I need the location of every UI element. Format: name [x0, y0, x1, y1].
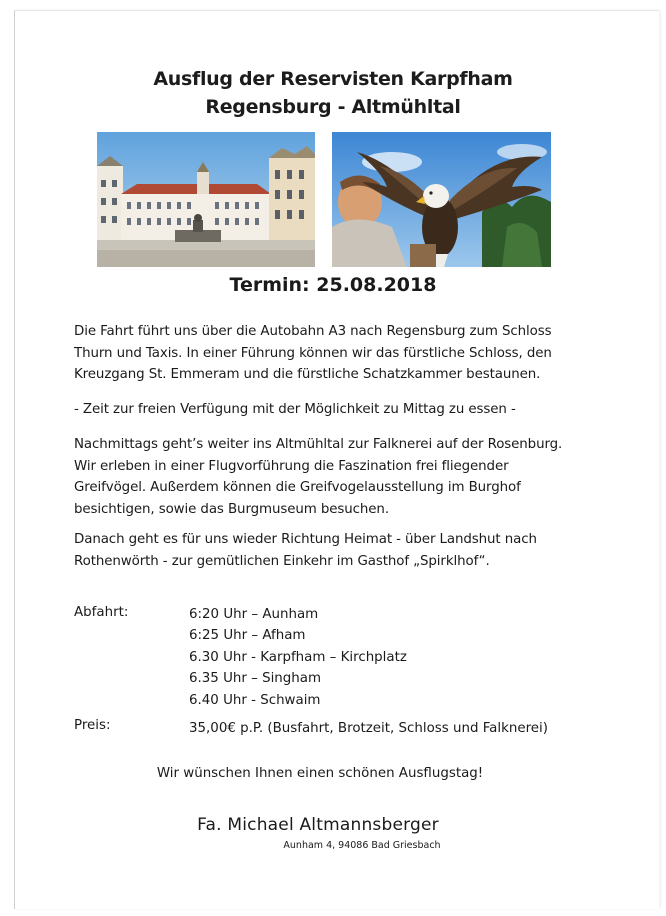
departure-item: 6.35 Uhr – Singham	[189, 671, 322, 687]
eagle-photo	[332, 132, 551, 267]
departure-item: 6.30 Uhr - Karpfham – Kirchplatz	[189, 649, 407, 665]
paragraph-line: Danach geht es für uns wieder Richtung Heimat - über Landshut nach	[74, 532, 537, 547]
paragraph-line: Nachmittags geht’s weiter ins Altmühltal zur Falknerei auf der Rosenburg.	[74, 437, 563, 452]
event-date: Termin: 25.08.2018	[229, 274, 437, 296]
price-value	[189, 718, 548, 739]
departure-item: 6:20 Uhr – Aunham	[189, 607, 319, 622]
paragraph-line: Thurn und Taxis. In einer Führung können wir das fürstliche Schloss, den	[74, 345, 552, 361]
price-label: Preis:	[74, 718, 111, 733]
castle-photo	[97, 132, 315, 267]
company-name: Fa. Michael Altmannsberger	[197, 815, 439, 835]
departure-list	[189, 604, 407, 711]
paragraph-route	[74, 321, 594, 386]
paragraph-line: Kreuzgang St. Emmeram und die fürstliche Schatzkammer bestaunen.	[74, 367, 541, 382]
paragraph-return	[74, 529, 594, 572]
paragraph-afternoon	[74, 434, 594, 520]
paragraph-free-time	[74, 399, 594, 421]
closing-wish: Wir wünschen Ihnen einen schönen Ausflugstag!	[156, 766, 484, 781]
price-text: 35,00€ p.P. (Busfahrt, Brotzeit, Schloss und Falknerei)	[189, 721, 548, 736]
title-line-1: Ausflug der Reservisten Karpfham	[153, 68, 513, 90]
departure-item: 6:25 Uhr – Afham	[189, 628, 306, 644]
paragraph-line: - Zeit zur freien Verfügung mit der Möglichkeit zu Mittag zu essen -	[74, 402, 516, 417]
paragraph-line: Rothenwörth - zur gemütlichen Einkehr im Gasthof „Spirklhof“.	[74, 553, 490, 569]
departure-label: Abfahrt:	[74, 605, 129, 620]
paragraph-line: Die Fahrt führt uns über die Autobahn A3 nach Regensburg zum Schloss	[74, 324, 552, 339]
paragraph-line: Wir erleben in einer Flugvorführung die Faszination frei fliegender	[74, 458, 509, 474]
paragraph-line: Greifvögel. Außerdem können die Greifvogelausstellung im Burghof	[74, 480, 521, 495]
paragraph-line: besichtigen, sowie das Burgmuseum besuchen.	[74, 501, 389, 517]
company-address: Aunham 4, 94086 Bad Griesbach	[283, 840, 441, 851]
departure-item: 6.40 Uhr - Schwaim	[189, 692, 321, 708]
title-line-2: Regensburg - Altmühltal	[205, 96, 461, 118]
